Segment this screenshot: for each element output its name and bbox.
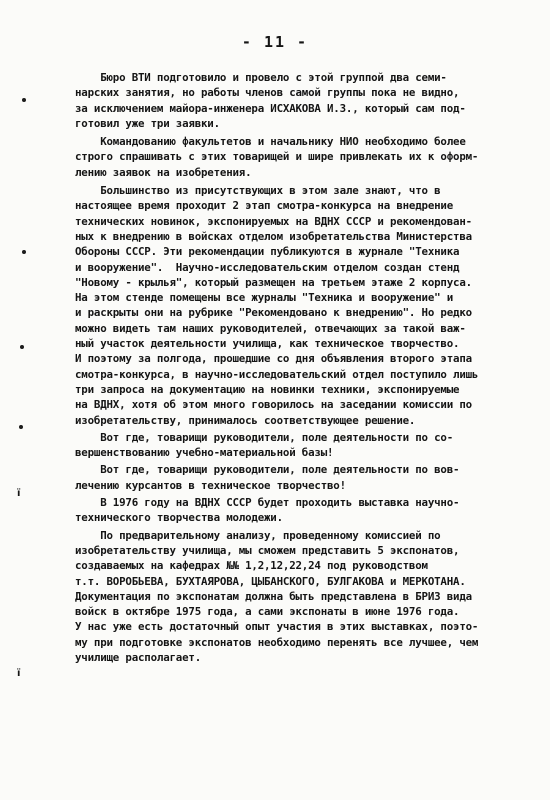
text-line: Большинство из присутствующих в этом зале знают, что в [75,184,441,198]
text-line: и раскрыты они на рубрике "Рекомендовано к внедрению". Но редко [75,306,472,320]
text-line: технического творчества молодежи. [75,511,283,525]
text-line: вершенствованию учебно-материальной базы! [75,446,334,460]
paragraph [75,462,535,493]
margin-dot [22,250,26,254]
text-line: нарских занятия, но работы членов самой группы пока не видно, [75,86,460,100]
text-line: лению заявок на изобретения. [75,165,252,179]
text-line: ных к внедрению в войсках отделом изобретательства Министерства [75,229,472,243]
paragraph [75,134,535,180]
text-line: По предварительному анализу, проведенному комиссией по [75,528,441,542]
text-line: технических новинок, экспонируемых на ВДНХ СССР и рекомендован- [75,214,472,228]
text-line: В 1976 году на ВДНХ СССР будет проходить выставка научно- [75,496,460,510]
text-line: Командованию факультетов и начальнику НИО необходимо более [75,135,466,149]
text-line: на ВДНХ, хотя об этом много говорилось на заседании комиссии по [75,398,472,412]
text-line: му при подготовке экспонатов необходимо перенять все лучшее, чем [75,635,479,649]
text-line: изобретательству училища, мы сможем представить 5 экспонатов, [75,543,460,557]
text-line: и вооружение". Научно-исследовательским отделом создан стенд [75,260,460,274]
text-line: т.т. ВОРОБЬЕВА, БУХТАЯРОВА, ЦЫБАНСКОГО, БУЛГАКОВА и МЕРКОТАНА. [75,574,466,588]
paragraph [75,183,535,428]
text-line: можно видеть там наших руководителей, отвечающих за такой важ- [75,321,466,335]
text-line: У нас уже есть достаточный опыт участия в этих выставках, поэто- [75,620,479,634]
text-line: за исключением майора-инженера ИСХАКОВА И.З., который сам под- [75,101,466,115]
margin-dot [22,98,26,102]
paragraph [75,70,535,131]
text-line: строго спрашивать с этих товарищей и шире привлекать их к оформ- [75,150,479,164]
text-line: "Новому - крылья", который размещен на третьем этаже 2 корпуса. [75,275,472,289]
text-line: готовил уже три заявки. [75,116,220,130]
text-line: Обороны СССР. Эти рекомендации публикуются в журнале "Техника [75,245,460,259]
text-line: настоящее время проходит 2 этап смотра-конкурса на внедрение [75,199,454,213]
paragraph [75,528,535,666]
paragraph [75,495,535,526]
margin-dot [19,425,23,429]
text-line: ный участок деятельности училища, как техническое творчество. [75,337,460,351]
text-line: Бюро ВТИ подготовило и провело с этой группой два семи- [75,71,447,84]
text-line: смотра-конкурса, в научно-исследовательский отдел поступило лишь [75,367,479,381]
text-line: лечению курсантов в техническое творчество! [75,478,346,492]
margin-mark: ї [17,488,21,499]
text-line: войск в октябре 1975 года, а сами экспонаты в июне 1976 года. [75,605,460,619]
text-line: И поэтому за полгода, прошедшие со дня объявления второго этапа [75,352,472,366]
text-line: Документация по экспонатам должна быть представлена в БРИЗ вида [75,589,472,603]
paragraph [75,430,535,461]
body-text [75,70,535,665]
page-number: - 11 - [241,33,309,51]
margin-mark: ї [17,668,21,679]
text-line: создаваемых на кафедрах №№ 1,2,12,22,24 под руководством [75,559,428,573]
margin-dot [20,345,24,349]
text-line: На этом стенде помещены все журналы "Техника и вооружение" и [75,291,454,305]
text-line: училище располагает. [75,650,202,664]
text-line: Вот где, товарищи руководители, поле деятельности по со- [75,430,454,444]
text-line: три запроса на документацию на новинки техники, экспонируемые [75,382,460,396]
text-line: Вот где, товарищи руководители, поле деятельности по вов- [75,463,460,477]
text-line: изобретательству, принималось соответствующее решение. [75,413,416,427]
